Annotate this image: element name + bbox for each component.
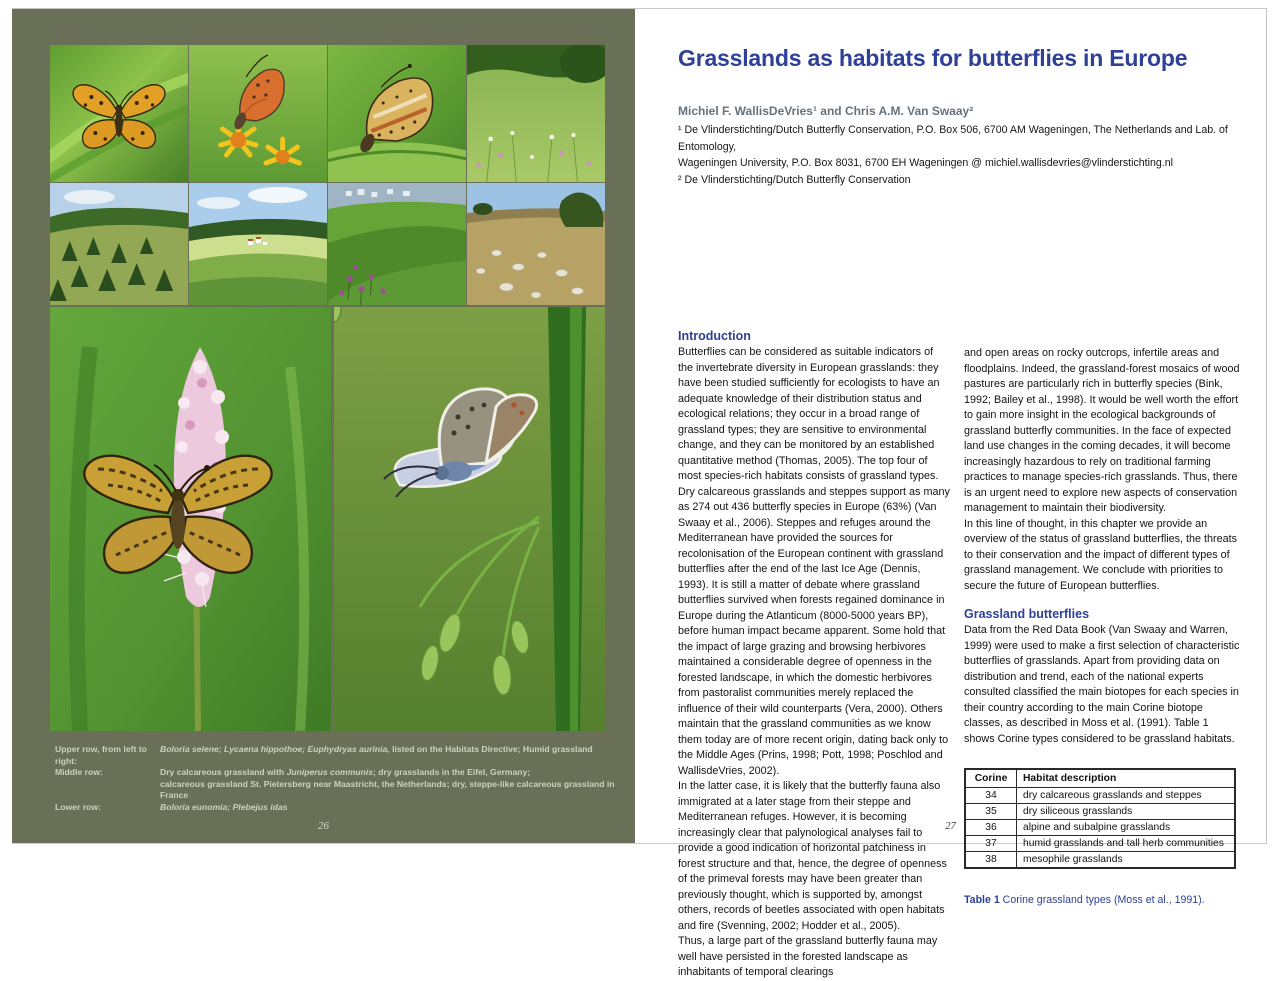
intro-paragraph-4: and open areas on rocky outcrops, infertile areas and floodplains. Indeed, the grassland-forest mosaics of wood pastures are particularly rich in butterfly species (Bink, 1992; Bailey et al., 1998). It would be well worth the effort to gain more insight in the ecological backgrounds of grassland butterfly communities. In the face of expected land use changes in the coming decades, it will become increasingly hazardous to rely on traditional farming practices to manage species-rich grasslands. Thus, there is an urgent need to explore new aspects of conservation management to maintain their biodiversity.: [964, 347, 1240, 514]
boloria-eunomia-photo: [50, 307, 331, 731]
intro-paragraph-5: In this line of thought, in this chapter we provide an overview of the status of grassland butterflies, the threats to their conservation and the impact of different types of grassland management. We conclude with priorities to secure the future of European butterflies.: [964, 517, 1238, 592]
st-pietersberg-grassland-photo: [328, 183, 466, 305]
caption-label: Upper row, from left to right:: [55, 744, 147, 766]
habitat-description: humid grasslands and tall herb communities: [1017, 836, 1236, 852]
chapter-title: Grasslands as habitats for butterflies in Europe: [678, 45, 1188, 71]
photo-grid-top: [50, 45, 605, 305]
table-row: [965, 788, 1235, 804]
caption-text: Boloria selene; Lycaena hippothoe; Euphydryas aurinia, listed on the Habitats Directive; Humid grassland: [160, 744, 593, 754]
affiliation-line: ¹ De Vlinderstichting/Dutch Butterfly Conservation, P.O. Box 506, 6700 AM Wageningen, The Netherlands and Lab. of Entomology,: [678, 124, 1228, 153]
corine-code: 37: [965, 836, 1017, 852]
habitat-description: mesophile grasslands: [1017, 852, 1236, 869]
lycaena-hippothoe-photo: [189, 45, 327, 182]
table-caption-text: Corine grassland types (Moss et al., 1991).: [999, 894, 1205, 906]
corine-code: 36: [965, 820, 1017, 836]
plebejus-idas-photo: [334, 307, 605, 731]
caption-label: [55, 779, 160, 802]
corine-code: 38: [965, 852, 1017, 869]
affiliation-line: Wageningen University, P.O. Box 8031, 6700 EH Wageningen @ michiel.wallisdevries@vlinderstichting.nl: [678, 157, 1173, 169]
corine-code: 34: [965, 788, 1017, 804]
french-steppe-grassland-photo: [467, 183, 605, 305]
caption-label: Middle row:: [55, 767, 103, 778]
caption-row-lower: [55, 802, 615, 814]
section-heading-introduction: Introduction: [678, 329, 751, 343]
caption-row-middle-cont: [55, 779, 615, 802]
table-header-row: [965, 769, 1235, 788]
left-page: [12, 9, 635, 843]
right-page: [635, 9, 1266, 978]
habitat-description: alpine and subalpine grasslands: [1017, 820, 1236, 836]
habitat-description: dry siliceous grasslands: [1017, 804, 1236, 820]
affiliations: [678, 122, 1240, 188]
table-caption: [964, 894, 1240, 906]
juniper-calcareous-grassland-photo: [50, 183, 188, 305]
caption-label: Lower row:: [55, 801, 101, 812]
caption-text: calcareous grassland St. Pietersberg near Maastricht, the Netherlands; dry, steppe-like calcareous grassland in France: [160, 778, 615, 801]
eifel-dry-grassland-photo: [189, 183, 327, 305]
table-header-corine: Corine: [965, 769, 1017, 788]
intro-paragraph-1: Butterflies can be considered as suitable indicators of the invertebrate diversity in European grasslands: they have been studied sufficiently for ecologists to have an adequate knowledge of their distribution status and ecological relations; they occur in a broad range of grassland types; they are sensitive to environmental change, and they can be monitored by an established quantitative method (Thomas, 2005). The top four of most species-rich habitats consists of grassland types. Dry calcareous grasslands and steppes support as many as 274 out 436 butterfly species in Europe (63%) (Van Swaay et al., 2006). Steppes and refuges around the Mediterranean have provided the sources for recolonisation of the European continent with grassland butterflies after the end of the last Ice Age (Dennis, 1993). It is still a matter of debate where grassland butterflies survived when forests regained dominance in Europe during the Atlanticum (8000-5000 years BP), before human impact became apparent. Some hold that the impact of large grazing and browsing herbivores maintained a considerable degree of openness in the forested landscape, in which the domestic herbivores from pastoralist communities merely replaced the influence of their wild counterparts (Vera, 2000). Others maintain that the grassland communities as we know them today are of more recent origin, dating back only to the Middle Ages (Prins, 1998; Pott, 1998; Poschlod and WallisdeVries, 2002).: [678, 346, 950, 777]
table-row: [965, 836, 1235, 852]
section-heading-grassland-butterflies: Grassland butterflies: [964, 607, 1090, 621]
table-row: [965, 804, 1235, 820]
table-header-habitat: Habitat description: [1017, 769, 1236, 788]
photo-grid-bottom: [50, 307, 605, 731]
column-right: [964, 329, 1240, 981]
affiliation-line: ² De Vlinderstichting/Dutch Butterfly Conservation: [678, 173, 911, 186]
page-number-right: 27: [945, 821, 956, 832]
authors-line: Michiel F. WallisDeVries¹ and Chris A.M. Van Swaay²: [678, 104, 974, 118]
boloria-selene-photo: [50, 45, 188, 182]
intro-paragraph-3: Thus, a large part of the grassland butterfly fauna may well have persisted in the forested landscape as inhabitants of temporal clearings: [678, 935, 938, 978]
corine-code: 35: [965, 804, 1017, 820]
photo-collage: [50, 45, 605, 731]
body-columns: [678, 329, 1240, 981]
humid-grassland-photo: [467, 45, 605, 182]
caption-text: Dry calcareous grassland with Juniperus communis; dry grasslands in the Eifel, Germany;: [160, 767, 531, 778]
grassland-butterflies-paragraph: Data from the Red Data Book (Van Swaay and Warren, 1999) were used to make a first selection of characteristic butterflies of grasslands. Apart from providing data on distribution and trend, each of the national experts consulted classified the main biotopes for each species in their country according to the main Corine biotope classes, as described in Moss et al. (1991). Table 1 shows Corine types considered to be grassland habitats.: [964, 624, 1240, 745]
page-number-left: 26: [318, 820, 329, 832]
intro-paragraph-2: In the latter case, it is likely that the butterfly fauna also immigrated at a later stage from their steppe and Mediterranean refuges. However, it is becoming increasingly clear that palynological analyses fail to provide a good indication of horizontal patchiness in forest structure and that, hence, the degree of openness of the primeval forests may have been greater than previously thought, which is supported by, amongst others, records of beetles associated with open habitats and fire (Svenning, 2002; Hodder et al., 2005).: [678, 780, 947, 932]
photo-captions: [55, 744, 615, 814]
book-spread: [12, 8, 1267, 978]
euphydryas-aurinia-photo: [328, 45, 466, 182]
caption-row-middle: [55, 767, 615, 779]
table-caption-label: Table 1: [964, 894, 1000, 906]
caption-row-upper: [55, 744, 615, 767]
caption-text: Boloria eunomia; Plebejus idas: [160, 801, 288, 812]
column-left: [678, 329, 950, 981]
habitat-description: dry calcareous grasslands and steppes: [1017, 788, 1236, 804]
